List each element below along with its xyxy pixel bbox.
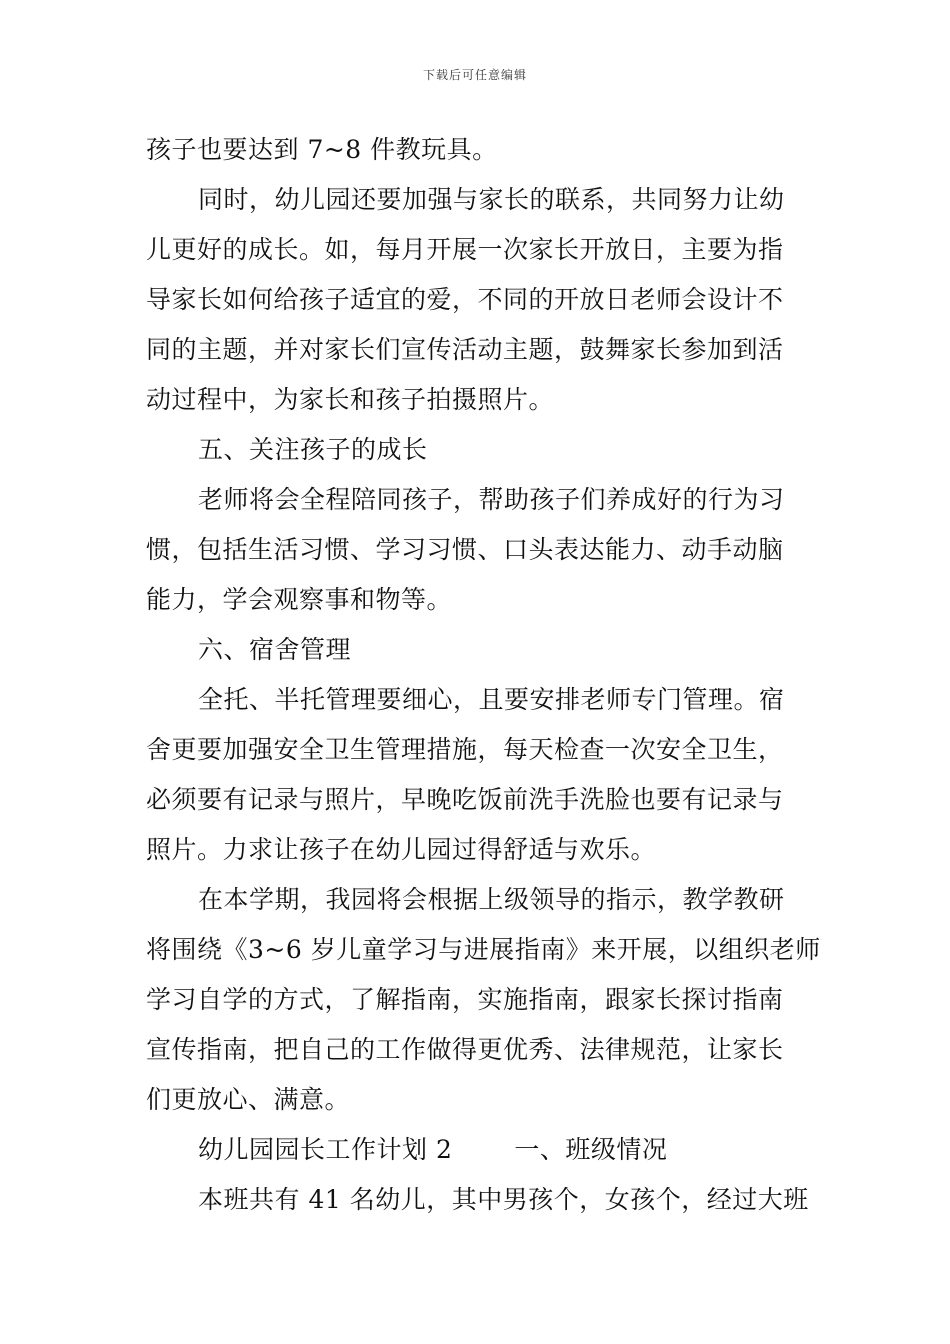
text-line: 宣传指南，把自己的工作做得更优秀、法律规范，让家长 — [146, 1035, 784, 1064]
text-line: 同的主题，并对家长们宣传活动主题，鼓舞家长参加到活 — [146, 335, 784, 364]
text-line: 五、关注孩子的成长 — [198, 435, 428, 464]
section-heading: 一、班级情况 — [514, 1135, 668, 1164]
text-line: 惯，包括生活习惯、学习习惯、口头表达能力、动手动脑 — [146, 535, 784, 564]
text-line: 老师将会全程陪同孩子，帮助孩子们养成好的行为习 — [198, 485, 785, 514]
text-line: 六、宿舍管理 — [198, 635, 352, 664]
document-body — [146, 125, 821, 1225]
text-line: 将围绕《3~6 岁儿童学习与进展指南》来开展，以组织老师 — [146, 935, 821, 964]
text-line: 学习自学的方式，了解指南，实施指南，跟家长探讨指南 — [146, 985, 784, 1014]
text-line: 舍更要加强安全卫生管理措施，每天检查一次安全卫生， — [146, 735, 784, 764]
page-header: 下载后可任意编辑 — [422, 68, 527, 82]
plan-heading-line — [146, 1125, 814, 1175]
text-line: 们更放心、满意。 — [146, 1085, 351, 1114]
text-line: 同时，幼儿园还要加强与家长的联系，共同努力让幼 — [198, 185, 785, 214]
text-line: 动过程中，为家长和孩子拍摄照片。 — [146, 385, 555, 414]
text-line: 必须要有记录与照片，早晚吃饭前洗手洗脸也要有记录与 — [146, 785, 784, 814]
text-line: 照片。力求让孩子在幼儿园过得舒适与欢乐。 — [146, 835, 657, 864]
text-line: 孩子也要达到 7~8 件教玩具。 — [146, 135, 498, 164]
text-line: 全托、半托管理要细心，且要安排老师专门管理。宿 — [198, 685, 785, 714]
text-line: 在本学期，我园将会根据上级领导的指示，教学教研 — [198, 885, 785, 914]
text-line: 能力，学会观察事和物等。 — [146, 585, 453, 614]
text-line: 导家长如何给孩子适宜的爱，不同的开放日老师会设计不 — [146, 285, 784, 314]
text-line: 儿更好的成长。如，每月开展一次家长开放日，主要为指 — [146, 235, 784, 264]
text-line: 本班共有 41 名幼儿，其中男孩个，女孩个，经过大班 — [198, 1185, 809, 1214]
paragraph-lines — [146, 125, 821, 1125]
plan-title: 幼儿园园长工作计划 2 — [198, 1135, 453, 1164]
